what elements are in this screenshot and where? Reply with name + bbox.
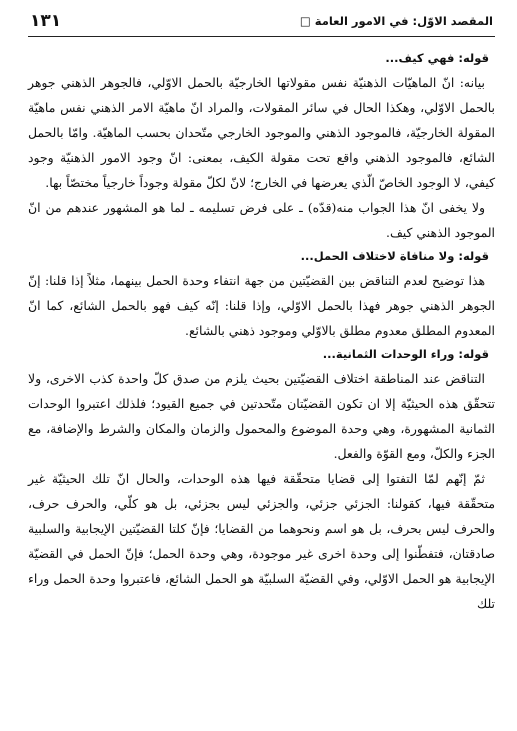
paragraph: ولا يخفى انّ هذا الجواب منه(قدّه) ـ على فرض تسليمه ـ لما هو المشهور عندهم من انّ الموجود الذهني كيف. [28, 200, 495, 240]
lemma-heading: قوله: ولا منافاة لاختلاف الحمل... [300, 249, 489, 263]
paragraph: هذا توضيح لعدم التناقض بين القضيّتين من جهة انتفاء وحدة الحمل بينهما، مثلاً إذا قلنا: إنّ الجوهر الذهني جوهر فهذا بالحمل الاوّلي، وإذا قلنا: إنّه كيف فهو بالحمل الشائع، كما انّ المعدوم المطلق معدوم مطلق بالاوّلي وموجود ذهني بالشائع. [28, 273, 495, 338]
page-header [28, 6, 495, 37]
paragraph: بيانه: انّ الماهيّات الذهنيّة نفس مقولاتها الخارجيّة بالحمل الاوّلي، فالجوهر الذهني جوهر بالحمل الاوّلي، وهكذا الحال في سائر المقولات، والمراد انّ ماهيّة الامر الذهني نفس ماهيّة المقولة الخارجيّة، فالموجود الذهني والموجود الخارجي متّحدان بحسب الماهيّة. وامّا بالحمل الشائع، فالموجود الذهني واقع تحت مقولة الكيف، بمعنى: انّ وجود الامور الذهنيّة وجود كيفي، لا الوجود الخاصّ الّذي يعرضها في الخارج؛ لانّ لكلّ مقولة وجوداً خارجياً مختصّاً بها. [28, 75, 495, 190]
page-number: ١٣١ [30, 11, 62, 31]
commentary-section [28, 245, 495, 343]
lemma-heading: قوله: فهي كيف... [385, 51, 489, 65]
commentary-section [28, 47, 495, 245]
running-title: المقصد الاوّل: في الامور العامة □ [299, 14, 493, 28]
commentary-section [28, 343, 495, 616]
document-page [28, 6, 495, 731]
paragraph: التناقض عند المناطقة اختلاف القضيّتين بحيث يلزم من صدق كلّ واحدة كذب الاخرى، ولا تتحقّق هذه الحيثيّة إلا ان تكون القضيّتان متّحدتين في جميع القيود؛ فلذلك اعتبروا الوحدات الثمانية المشهورة، وهي وحدة الموضوع والمحمول والزمان والمكان والشرط والإضافة، مع الجزء والكلّ، ومع القوّة والفعل. [28, 371, 495, 461]
page-body [28, 47, 495, 616]
paragraph: ثمّ إنّهم لمّا التفتوا إلى قضايا متحقّقة فيها هذه الوحدات، والحال انّ تلك الحيثيّة غير متحقّقة فيها، كقولنا: الجزئي جزئي، والجزئي ليس بجزئي، بل هو كلّي، والحرف حرف، والحرف ليس بحرف، بل هو اسم ونحوهما من القضايا؛ فإنّ كلتا القضيّتين الإيجابية والسلبية صادقتان، فتفطّنوا إلى وحدة اخرى غير موجودة، وهي وحدة الحمل؛ فإنّ الحمل في القضيّة الإيجابية هو الحمل الاوّلي، وفي القضيّة السلبيّة هو الحمل الشائع، فاعتبروا وحدة الحمل وراء تلك [28, 471, 495, 611]
lemma-heading: قوله: وراء الوحدات الثمانية... [322, 347, 489, 361]
